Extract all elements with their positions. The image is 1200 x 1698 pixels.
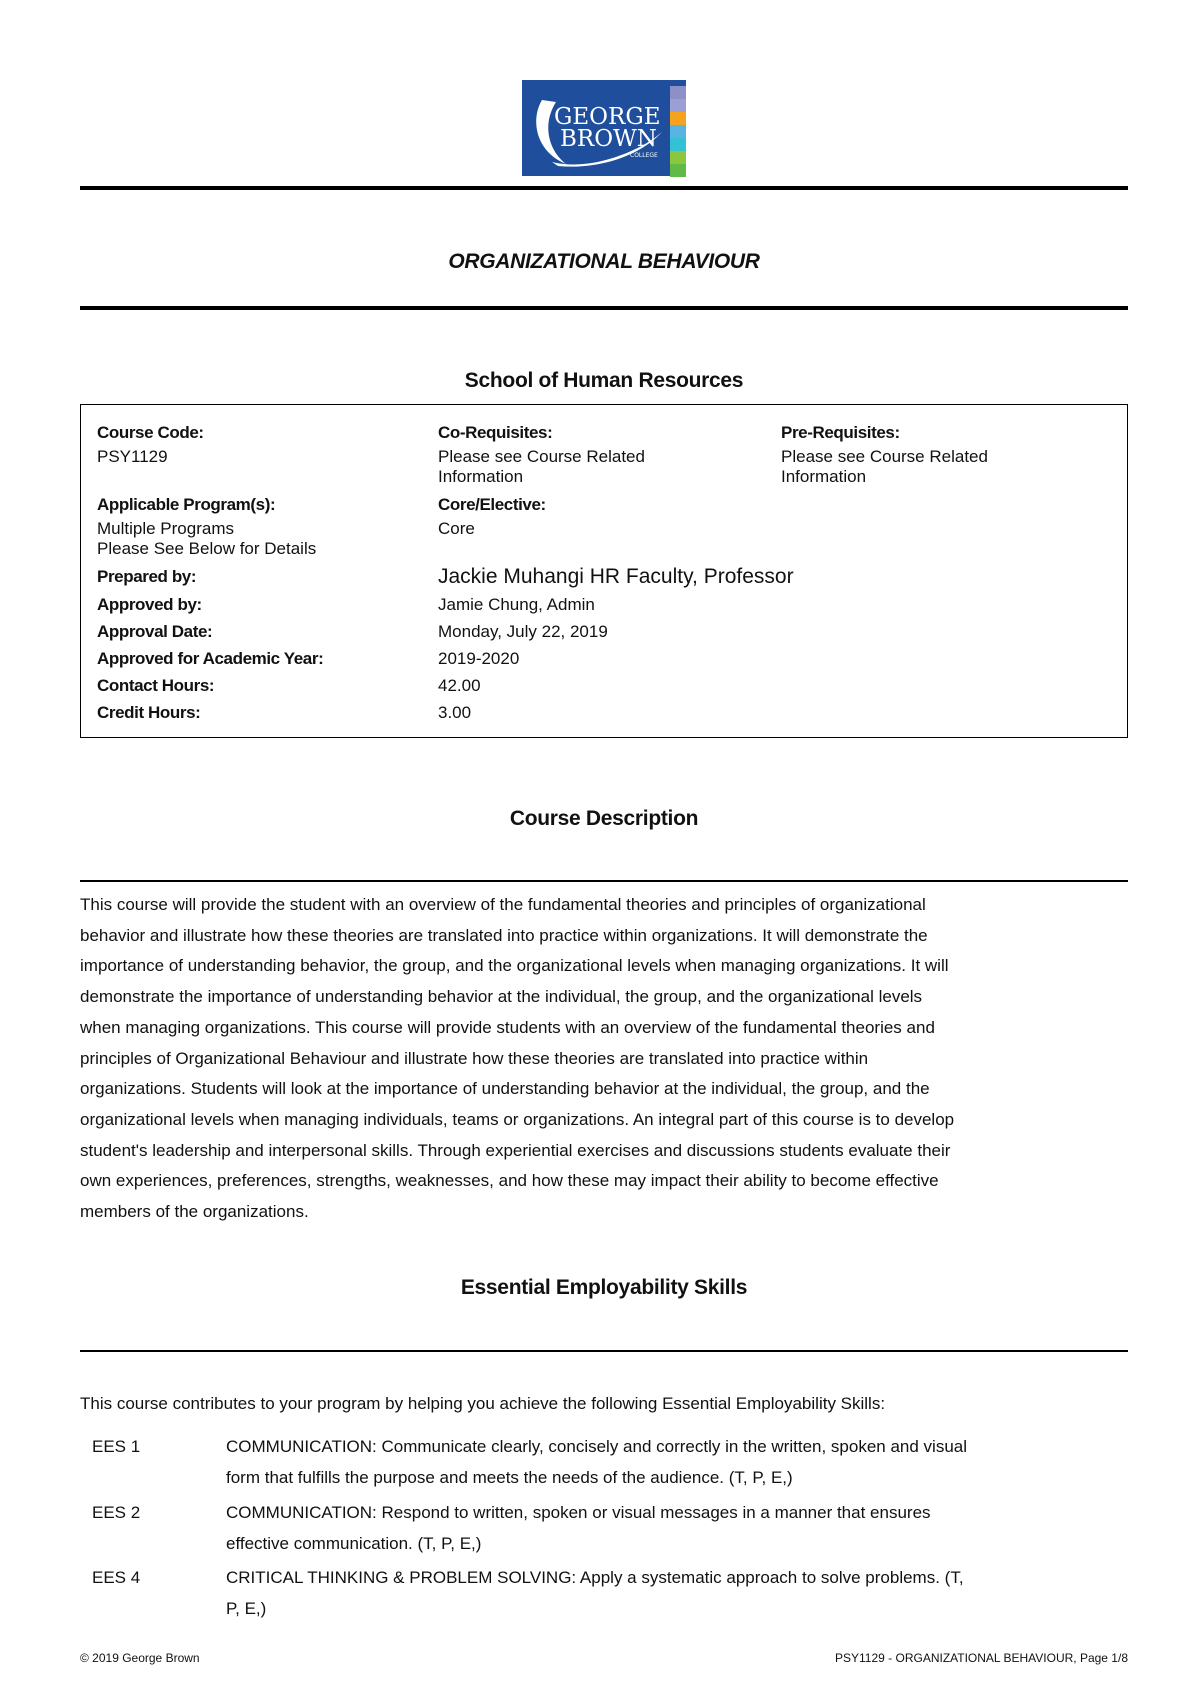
description-line: organizations. Students will look at the importance of understanding behavior at the individual, the group, and the: [80, 1079, 930, 1099]
footer-copyright: © 2019 George Brown: [80, 1651, 200, 1665]
ees-description-line: effective communication. (T, P, E,): [226, 1533, 482, 1553]
contact-hours-label: Contact Hours:: [97, 676, 215, 695]
ees-description-line: P, E,): [226, 1598, 267, 1618]
academic-year-value: 2019-2020: [438, 649, 520, 668]
course-info-box: [80, 404, 1128, 738]
ees-code: EES 2: [92, 1503, 141, 1522]
pre-requisites-label: Pre-Requisites:: [781, 423, 900, 442]
course-code-value: PSY1129: [97, 447, 168, 466]
approved-by-label: Approved by:: [97, 595, 202, 614]
description-line: own experiences, preferences, strengths, weaknesses, and how these may impact their ability to become effective: [80, 1171, 939, 1191]
co-requisites-value-line1: Please see Course Related: [438, 447, 645, 466]
ees-rule: [80, 1350, 1128, 1352]
ees-code: EES 1: [92, 1437, 141, 1456]
pre-requisites-value-line2: Information: [781, 467, 867, 486]
ees-intro: This course contributes to your program by helping you achieve the following Essential Employability Skills:: [80, 1394, 886, 1413]
programs-label: Applicable Program(s):: [97, 495, 276, 514]
ees-description: [226, 1563, 1126, 1624]
header-rule: [80, 186, 1128, 190]
ees-description: [226, 1432, 1126, 1493]
academic-year-label: Approved for Academic Year:: [97, 649, 324, 668]
logo-line-2: BROWN: [560, 126, 657, 152]
description-line: behavior and illustrate how these theories are translated into practice within organizations. It will demonstrate the: [80, 925, 928, 945]
course-code-label: Course Code:: [97, 423, 204, 442]
ees-description-line: COMMUNICATION: Communicate clearly, concisely and correctly in the written, spoken and visual: [226, 1437, 968, 1456]
logo-color-stripes: [670, 86, 686, 177]
logo-line-3: COLLEGE: [630, 152, 658, 159]
ees-code: EES 4: [92, 1568, 141, 1587]
approval-date-value: Monday, July 22, 2019: [438, 622, 608, 641]
prepared-by-value: Jackie Muhangi HR Faculty, Professor: [438, 565, 794, 588]
ees-description: [226, 1498, 1126, 1559]
description-line: demonstrate the importance of understanding behavior at the individual, the group, and the organizational levels: [80, 987, 923, 1007]
school-heading: School of Human Resources: [464, 369, 744, 392]
credit-hours-label: Credit Hours:: [97, 703, 201, 722]
description-line: members of the organizations.: [80, 1202, 309, 1222]
ees-description-line: CRITICAL THINKING & PROBLEM SOLVING: Apply a systematic approach to solve problems. (T,: [226, 1568, 964, 1587]
core-elective-value: Core: [438, 519, 475, 538]
co-requisites-label: Co-Requisites:: [438, 423, 553, 442]
course-description-text: [80, 890, 1140, 1228]
programs-value-line1: Multiple Programs: [97, 519, 234, 538]
core-elective-label: Core/Elective:: [438, 495, 546, 514]
co-requisites-value-line2: Information: [438, 467, 524, 486]
description-line: student's leadership and interpersonal skills. Through experiential exercises and discussions students evaluate their: [80, 1140, 951, 1160]
description-rule: [80, 880, 1128, 882]
ees-description-line: COMMUNICATION: Respond to written, spoken or visual messages in a manner that ensures: [226, 1503, 931, 1522]
ees-description-line: form that fulfills the purpose and meets the needs of the audience. (T, P, E,): [226, 1467, 793, 1487]
prepared-by-label: Prepared by:: [97, 567, 197, 586]
logo-line-1: GEORGE: [554, 104, 661, 130]
course-title: ORGANIZATIONAL BEHAVIOUR: [448, 250, 760, 273]
description-line: when managing organizations. This course will provide students with an overview of the fundamental theories and: [80, 1017, 935, 1037]
programs-value-line2: Please See Below for Details: [97, 539, 317, 558]
course-description-heading: Course Description: [509, 807, 699, 830]
title-rule: [80, 306, 1128, 310]
description-line: organizational levels when managing individuals, teams or organizations. An integral part of this course is to develop: [80, 1109, 955, 1129]
approval-date-label: Approval Date:: [97, 622, 213, 641]
pre-requisites-value-line1: Please see Course Related: [781, 447, 988, 466]
college-logo: [522, 80, 686, 176]
footer-page-info: PSY1129 - ORGANIZATIONAL BEHAVIOUR, Page 1/8: [835, 1651, 1128, 1665]
description-line: This course will provide the student with an overview of the fundamental theories and principles of organizational: [80, 895, 926, 914]
description-line: principles of Organizational Behaviour and illustrate how these theories are translated into practice within: [80, 1048, 869, 1068]
credit-hours-value: 3.00: [438, 703, 472, 722]
contact-hours-value: 42.00: [438, 676, 481, 695]
description-line: importance of understanding behavior, the group, and the organizational levels when managing organizations. It will: [80, 956, 949, 976]
approved-by-value: Jamie Chung, Admin: [438, 595, 595, 614]
logo-swoosh-icon: [522, 80, 686, 176]
ees-heading: Essential Employability Skills: [460, 1276, 748, 1299]
